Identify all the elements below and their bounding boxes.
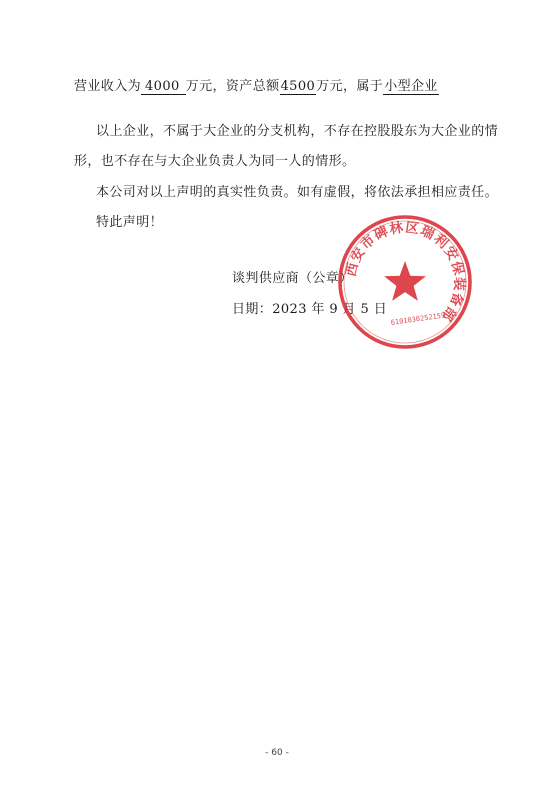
category-prefix: 万元，属于 (316, 79, 384, 94)
signature-date: 日期：2023 年 9 月 5 日 (232, 302, 388, 317)
revenue-prefix: 营业收入为 (74, 79, 142, 94)
revenue-assets-line (74, 78, 439, 96)
enterprise-category: 小型企业 (384, 79, 438, 94)
responsibility-paragraph: 本公司对以上声明的真实性负责。如有虚假，将依法承担相应责任。 (96, 185, 499, 200)
closing-statement: 特此声明！ (96, 215, 164, 230)
company-seal-stamp (336, 213, 474, 351)
page-number: - 60 - (265, 748, 289, 758)
revenue-value: 4000 (141, 79, 186, 95)
svg-text:6101030252159: 6101030252159 (390, 311, 446, 327)
statement-paragraph-line-1: 以上企业，不属于大企业的分支机构，不存在控股股东为大企业的情 (96, 124, 499, 139)
statement-paragraph-line-2: 形，也不存在与大企业负责人为同一人的情形。 (74, 154, 356, 169)
assets-prefix: 万元，资产总额 (185, 79, 280, 94)
svg-text:西安市碑林区瑞利安保装备部: 西安市碑林区瑞利安保装备部 (343, 219, 468, 325)
assets-value: 4500 (280, 79, 316, 94)
supplier-signature-label: 谈判供应商（公章） (232, 271, 353, 286)
